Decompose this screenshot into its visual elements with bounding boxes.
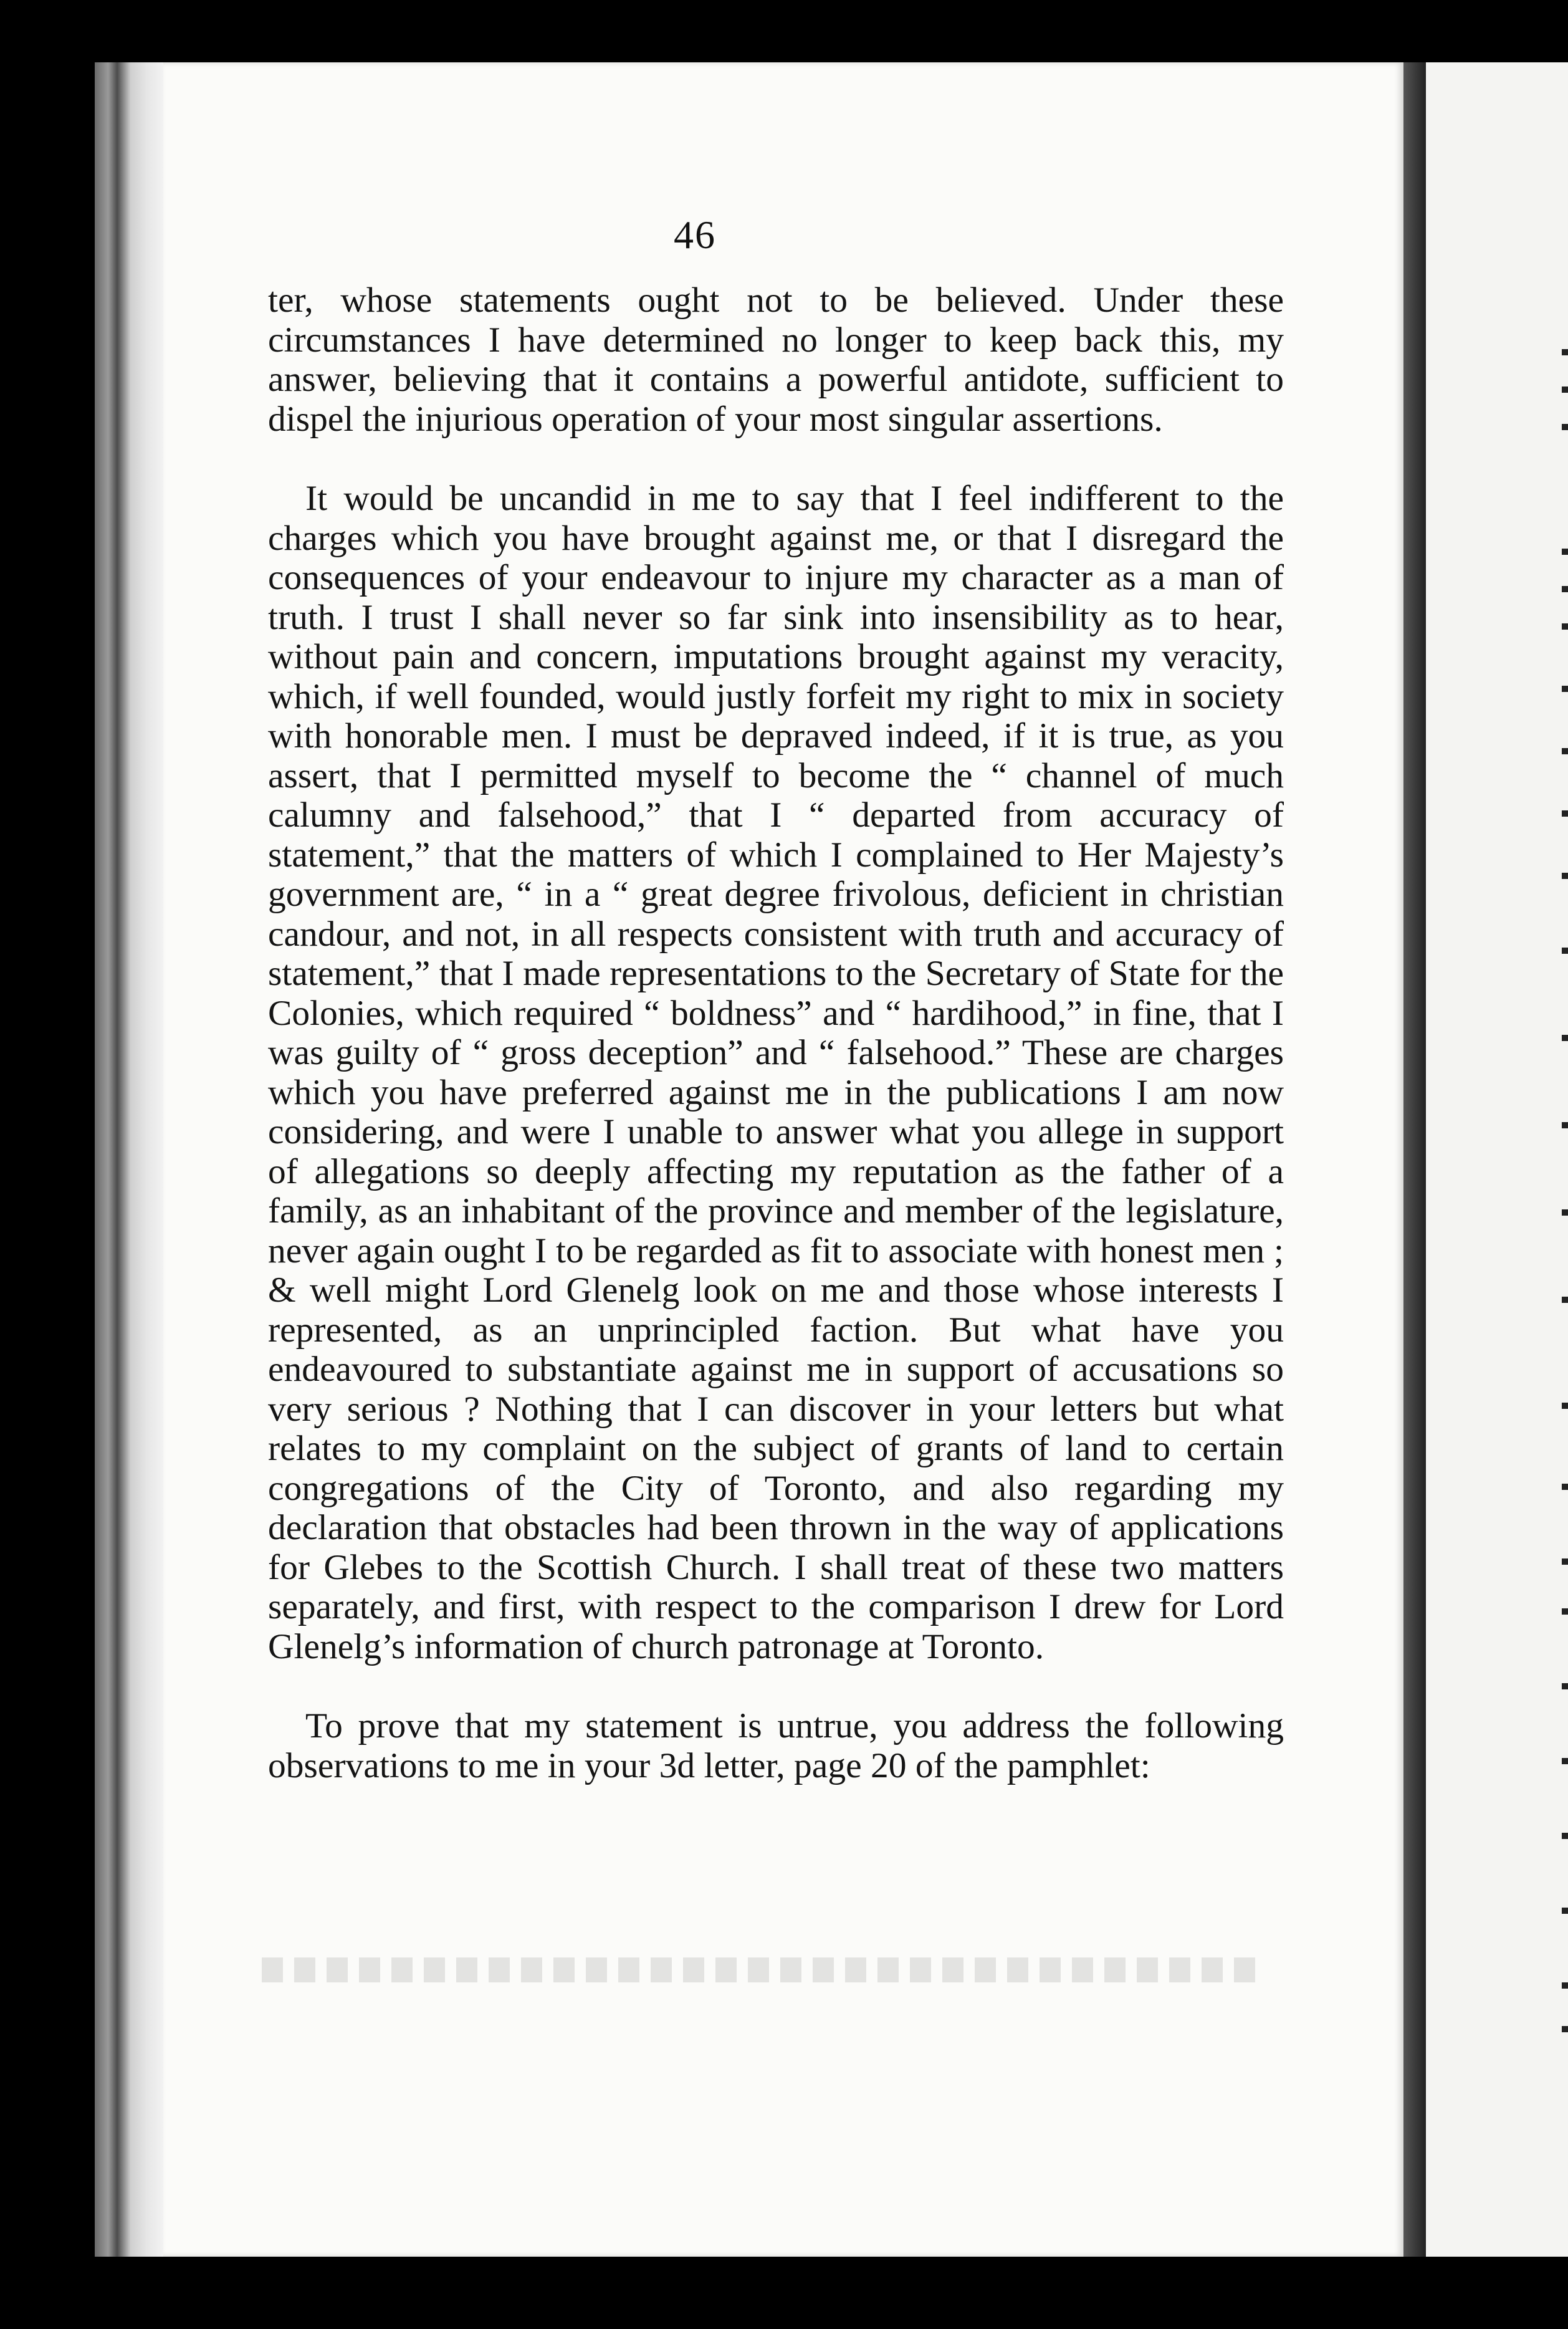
paragraph-2-text: It would be uncandid in me to say that I feel indifferent to the charges which you have brought against me, or that I disregard the consequences of your endeavour to injure my character as a man of truth. I trust I shall never so far sink into insensibility as to hear, without pain and concern, imputations brought against my veracity, which, if well founded, would justly forfeit my right to mix in society with honorable men. I must be depraved indeed, if it is true, as you assert, that I permitted myself to become the “ channel of much calumny and falsehood,” that I “ departed from accuracy of statement,” that the matters of which I complained to Her Majesty’s government are, “ in a “ great degree frivolous, deficient in christian candour, and not, in all respects consistent with truth and accuracy of statement,” that I made representations to the Secretary of State for the Colonies, which required “ boldness” and “ hardihood,” in fine, that I was guilty of “ gross deception” and “ falsehood.” These are charges which you have preferred against me in the publications I am now considering, and were I unable to answer what you allege in support of allegations so deeply affecting my reputation as the father of a family, as an inhabitant of the province and member of the legislature, never again ought I to be regarded as fit to associate with honest men ; & well might Lord Glenelg look on me and those whose interests I represented, as an unprincipled faction. But what have you endeavoured to substantiate against me in support of accusations so very serious ? Nothing that I can discover in your letters but what relates to my complaint on the subject of grants of land to certain congregations of the City of Toronto, and also regarding my declaration that obstacles had been thrown in the way of applications for Glebes to the Scottish Church. I shall treat of these two matters separately, and first, with respect to the comparison I drew for Lord Glenelg’s information of church patronage at Toronto. xyxy=(268,479,1284,1666)
book-gutter xyxy=(1403,62,1426,2257)
paragraph-3-text: To prove that my statement is untrue, you address the following observations to me in your 3d letter, page 20 of the pamphlet: xyxy=(268,1706,1284,1785)
body-text xyxy=(268,281,1284,1785)
paragraph-1: ter, whose statements ought not to be believed. Under these circumstances I have determined no longer to keep back this, my answer, believing that it contains a powerful antidote, sufficient to dispel the injurious operation of your most singular assertions. xyxy=(268,281,1284,439)
paragraph-3 xyxy=(268,1706,1284,1785)
page-edge-shadow xyxy=(95,62,170,2257)
show-through-text xyxy=(262,1957,1259,1982)
page-number: 46 xyxy=(674,213,716,257)
paragraph-2 xyxy=(268,479,1284,1666)
facing-page-strip xyxy=(1426,62,1568,2257)
